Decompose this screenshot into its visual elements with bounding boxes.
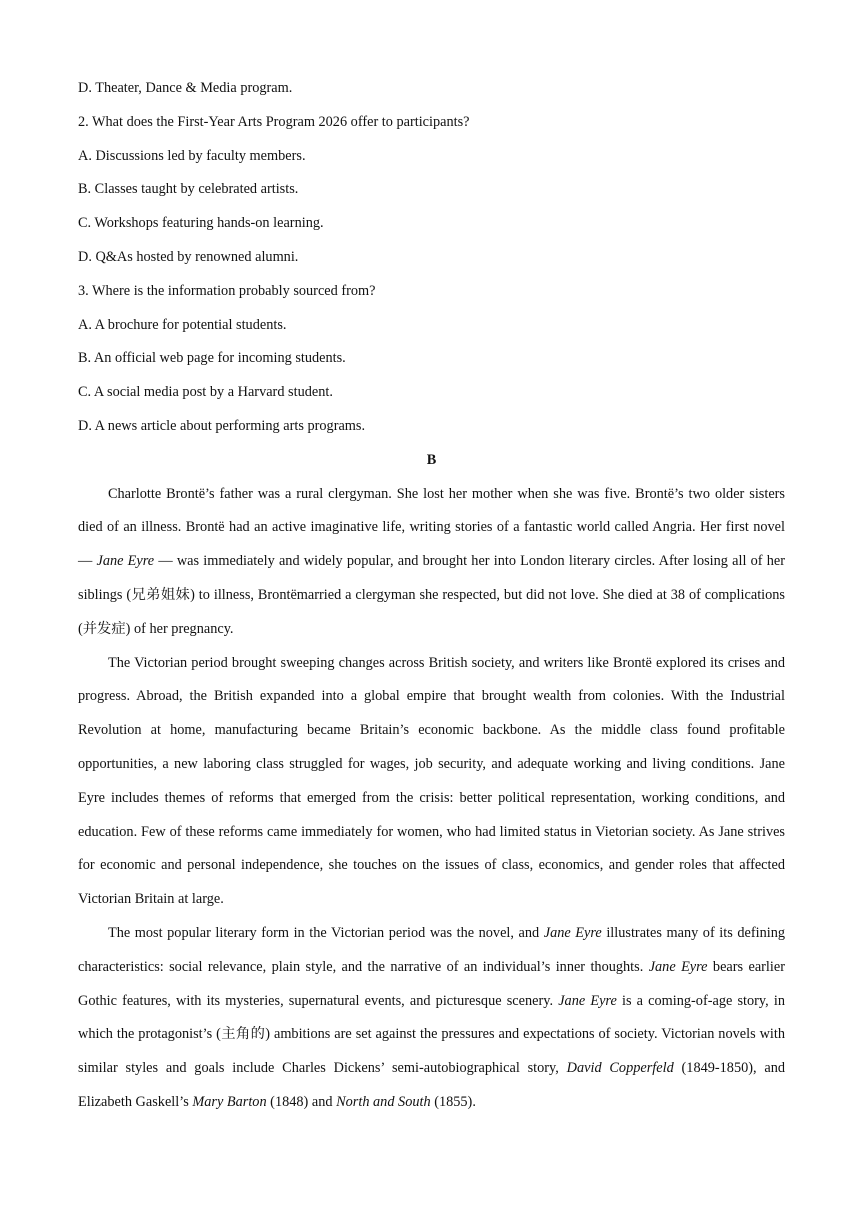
document-page — [78, 72, 785, 1120]
q1-option-d: D. Theater, Dance & Media program. — [78, 80, 293, 96]
passage-paragraph-1 — [78, 478, 785, 647]
passage-paragraph-3 — [78, 917, 785, 1120]
q2-option-d: D. Q&As hosted by renowned alumni. — [78, 248, 299, 265]
p3-title-3: Jane Eyre — [558, 992, 617, 1009]
q2-stem: 2. What does the First-Year Arts Program 2026 offer to participants? — [78, 113, 470, 130]
section-b-title: B — [426, 451, 437, 468]
p3-text-d: is a coming-of-age story, in which the protagonist’s (主角的) ambitions are set against the pressures and expectations of society. Victorian novels with similar styles and goals include Charles Dickens’ semi-autobiographical story, — [78, 992, 785, 1077]
q3-option-b: B. An official web page for incoming students. — [78, 350, 346, 367]
q3-stem: 3. Where is the information probably sourced from? — [78, 282, 376, 299]
p1-title-jane-eyre: Jane Eyre — [96, 553, 155, 570]
q2-option-a: A. Discussions led by faculty members. — [78, 147, 306, 164]
q2-option-b: B. Classes taught by celebrated artists. — [78, 181, 299, 198]
p3-text-b: illustrates many of its defining characteristics: social relevance, plain style, and the narrative of an individual’s inner thoughts. — [78, 924, 785, 975]
p3-title-2: Jane Eyre — [648, 958, 708, 975]
p3-text-a: The most popular literary form in the Victorian period was the novel, and — [108, 924, 544, 941]
q3-option-d: D. A news article about performing arts programs. — [78, 417, 366, 434]
p3-text-f: (1848) and — [266, 1093, 337, 1110]
q2-option-c: C. Workshops featuring hands-on learning. — [78, 215, 324, 232]
p3-title-david-copperfeld: David Copperfeld — [566, 1060, 674, 1077]
p3-title-north-and-south: North and South — [336, 1093, 431, 1110]
q3-option-c: C. A social media post by a Harvard student. — [78, 384, 333, 401]
p3-title-mary-barton: Mary Barton — [192, 1093, 267, 1110]
p3-text-g: (1855). — [430, 1093, 476, 1110]
q3-option-a: A. A brochure for potential students. — [78, 316, 287, 333]
passage-paragraph-2: The Victorian period brought sweeping changes across British society, and writers like Brontë explored its crises and progress. Abroad, the British expanded into a global empire that brought wealth from colonies. With the Industrial Revolution at home, manufacturing became Britain’s economic backbone. As the middle class found profitable opportunities, a new laboring class struggled for wages, job security, and adequate working and living conditions. Jane Eyre includes themes of reforms that emerged from the crisis: better political representation, working conditions, and education. Few of these reforms came immediately for women, who had limited status in Vietorian society. As Jane strives for economic and personal independence, she touches on the issues of class, economics, and gender roles that affected Victorian Britain at large. — [78, 654, 785, 908]
p1-text-a: Charlotte Brontë’s father was a rural clergyman. She lost her mother when she was five. Brontë’s two older sisters died of an illness. Brontë had an active imaginative life, writing stories of a fantastic world called Angria. Her first novel — — [78, 485, 785, 570]
p3-text-c: bears earlier Gothic features, with its mysteries, supernatural events, and picturesque scenery. — [78, 958, 785, 1009]
p3-text-e: (1849-1850), and Elizabeth Gaskell’s — [78, 1060, 786, 1110]
p3-title-1: Jane Eyre — [543, 924, 602, 941]
p1-text-b: — was immediately and widely popular, and brought her into London literary circles. After losing all of her siblings (兄弟姐妹) to illness, Brontëmarried a clergyman she respected, but did not love. She died at 38 of complications (并发症) of her pregnancy. — [78, 553, 785, 637]
